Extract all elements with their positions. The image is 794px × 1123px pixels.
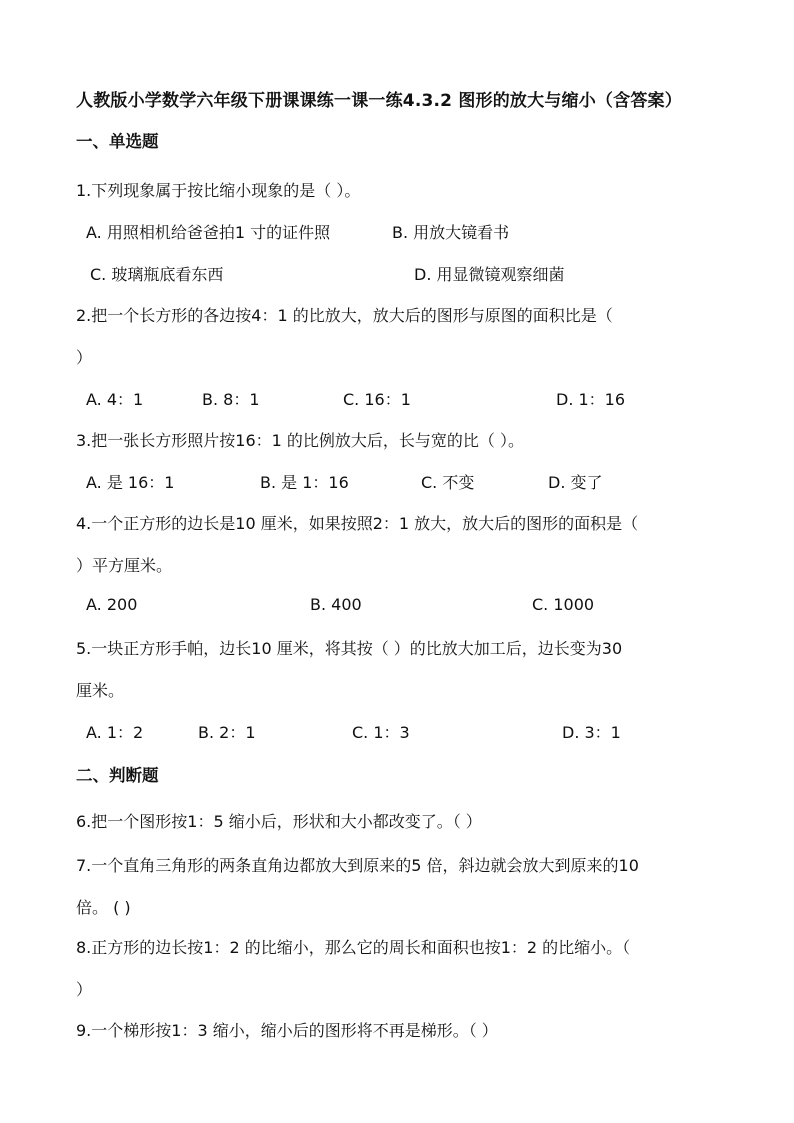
question-8-stem-line-1: 8.正方形的边长按1：2 的比缩小，那么它的周长和面积也按1：2 的比缩小。（	[76, 938, 631, 957]
document-title: 人教版小学数学六年级下册课课练一课一练4.3.2 图形的放大与缩小（含答案）	[76, 91, 682, 111]
question-2-option-d: D. 1：16	[556, 390, 626, 409]
question-1-option-b: B. 用放大镜看书	[392, 223, 510, 242]
question-2-option-b: B. 8：1	[202, 390, 260, 409]
question-7-stem-line-1: 7.一个直角三角形的两条直角边都放大到原来的5 倍，斜边就会放大到原来的10	[76, 856, 639, 875]
question-3-option-a: A. 是 16：1	[86, 473, 175, 492]
question-1-option-c: C. 玻璃瓶底看东西	[90, 265, 224, 284]
question-5-option-a: A. 1：2	[86, 723, 144, 742]
question-5-option-d: D. 3：1	[562, 723, 621, 742]
question-5-option-b: B. 2：1	[198, 723, 256, 742]
question-3-option-b: B. 是 1：16	[260, 473, 349, 492]
section-judgement: 二、判断题	[76, 766, 159, 785]
question-3-stem: 3.把一张长方形照片按16：1 的比例放大后，长与宽的比（ ）。	[76, 431, 524, 450]
question-1-stem: 1.下列现象属于按比缩小现象的是（ ）。	[76, 181, 361, 200]
question-2-option-a: A. 4：1	[86, 390, 144, 409]
question-1-option-a: A. 用照相机给爸爸拍1 寸的证件照	[86, 223, 331, 242]
section-single-choice: 一、单选题	[76, 132, 159, 151]
question-4-option-b: B. 400	[310, 595, 362, 614]
question-4-stem-line-2: ）平方厘米。	[76, 556, 173, 575]
question-5-stem-line-2: 厘米。	[76, 681, 125, 700]
question-6-stem: 6.把一个图形按1：5 缩小后，形状和大小都改变了。（ ）	[76, 812, 482, 831]
question-5-option-c: C. 1：3	[352, 723, 410, 742]
question-4-stem-line-1: 4.一个正方形的边长是10 厘米，如果按照2：1 放大，放大后的图形的面积是（	[76, 514, 639, 533]
question-4-option-a: A. 200	[86, 595, 138, 614]
question-5-stem-line-1: 5.一块正方形手帕，边长10 厘米，将其按（ ）的比放大加工后，边长变为30	[76, 639, 623, 658]
question-7-stem-line-2: 倍。 ( )	[76, 898, 131, 917]
question-4-option-c: C. 1000	[532, 595, 595, 614]
question-2-stem-line-2: ）	[76, 348, 93, 367]
question-3-option-c: C. 不变	[421, 473, 475, 492]
question-9-stem: 9.一个梯形按1：3 缩小，缩小后的图形将不再是梯形。（ ）	[76, 1021, 498, 1040]
question-2-option-c: C. 16：1	[343, 390, 411, 409]
question-1-option-d: D. 用显微镜观察细菌	[414, 265, 565, 284]
question-8-stem-line-2: ）	[76, 980, 93, 999]
question-3-option-d: D. 变了	[548, 473, 603, 492]
question-2-stem-line-1: 2.把一个长方形的各边按4：1 的比放大，放大后的图形与原图的面积比是（	[76, 306, 613, 325]
